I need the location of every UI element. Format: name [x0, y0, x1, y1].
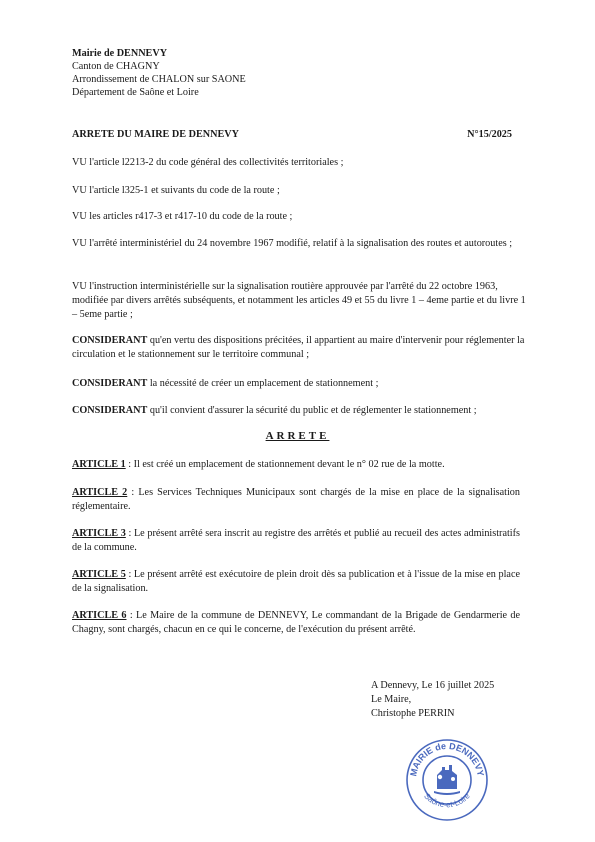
vu-paragraph: VU l'article l325-1 et suivants du code de la route ; — [72, 185, 280, 196]
mairie-header — [72, 47, 246, 99]
article-label: ARTICLE 6 — [72, 610, 127, 621]
article-paragraph — [72, 568, 520, 595]
arrete-number: N°15/2025 — [467, 129, 512, 140]
arrete-title: ARRETE DU MAIRE DE DENNEVY — [72, 129, 239, 140]
signature-role: Le Maire, — [371, 694, 412, 705]
article-paragraph — [72, 486, 520, 513]
header-departement: Département de Saône et Loire — [72, 87, 199, 98]
considerant-label: CONSIDERANT — [72, 405, 148, 416]
article-text: : Il est créé un emplacement de stationnement devant le n° 02 rue de la motte. — [125, 459, 445, 470]
header-arrondissement: Arrondissement de CHALON sur SAONE — [72, 74, 246, 85]
signature-place-date: A Dennevy, Le 16 juillet 2025 — [371, 680, 495, 691]
article-paragraph — [72, 458, 520, 472]
seal-stamp-graphic — [404, 737, 490, 823]
vu-paragraph: VU l'instruction interministérielle sur la signalisation routière approuvée par l'arrêté du 22 octobre 1963, modifiée par divers arrêtés subséquents, et notamment les articles 49 et 55 du livre 1 – 4eme partie et du livre 1 – 5eme partie ; — [72, 281, 526, 320]
article-paragraph — [72, 609, 520, 636]
considerant-label: CONSIDERANT — [72, 378, 148, 389]
header-mairie: Mairie de DENNEVY — [72, 48, 168, 59]
considerant-text: qu'en vertu des dispositions précitées, il appartient au maire d'intervenir pour réglementer la circulation et le stationnement sur le territoire communal ; — [72, 335, 525, 360]
arrete-title-row — [72, 129, 512, 140]
considerant-text: qu'il convient d'assurer la sécurité du public et de réglementer le stationnement ; — [147, 405, 477, 416]
signature-block — [371, 679, 494, 721]
considerant-paragraph — [72, 377, 532, 391]
considerant-label: CONSIDERANT — [72, 335, 148, 346]
signature-name: Christophe PERRIN — [371, 708, 455, 719]
vu-paragraph: VU les articles r417-3 et r417-10 du code de la route ; — [72, 211, 293, 222]
article-text: : Le présent arrêté est exécutoire de plein droit dès sa publication et à l'issue de la mise en place de la signalisation. — [72, 569, 520, 594]
vu-paragraph: VU l'arrêté interministériel du 24 novembre 1967 modifié, relatif à la signalisation des routes et autoroutes ; — [72, 238, 513, 249]
considerant-paragraph — [72, 334, 532, 362]
mairie-seal-stamp — [404, 737, 490, 823]
article-text: : Le Maire de la commune de DENNEVY, Le commandant de la Brigade de Gendarmerie de Chagny, sont chargés, chacun en ce qui le concerne, de l'exécution du présent arrêté. — [72, 610, 520, 635]
vu-paragraph: VU l'article l2213-2 du code général des collectivités territoriales ; — [72, 157, 344, 168]
article-text: : Le présent arrêté sera inscrit au registre des arrêtés et publié au recueil des actes administratifs de la commune. — [72, 528, 520, 553]
article-label: ARTICLE 5 — [72, 569, 126, 580]
svg-text:Saône-et-Loire: Saône-et-Loire — [422, 791, 472, 810]
arrete-heading: ARRETE — [265, 430, 330, 442]
article-label: ARTICLE 2 — [72, 487, 128, 498]
article-label: ARTICLE 3 — [72, 528, 126, 539]
header-canton: Canton de CHAGNY — [72, 61, 160, 72]
article-paragraph — [72, 527, 520, 554]
article-label: ARTICLE 1 — [72, 459, 126, 470]
svg-text:MAIRIE de DENNEVY: MAIRIE de DENNEVY — [408, 740, 486, 778]
article-text: : Les Services Techniques Municipaux sont chargés de la mise en place de la signalisation réglementaire. — [72, 487, 520, 512]
considerant-paragraph — [72, 404, 532, 418]
considerant-text: la nécessité de créer un emplacement de stationnement ; — [147, 378, 379, 389]
